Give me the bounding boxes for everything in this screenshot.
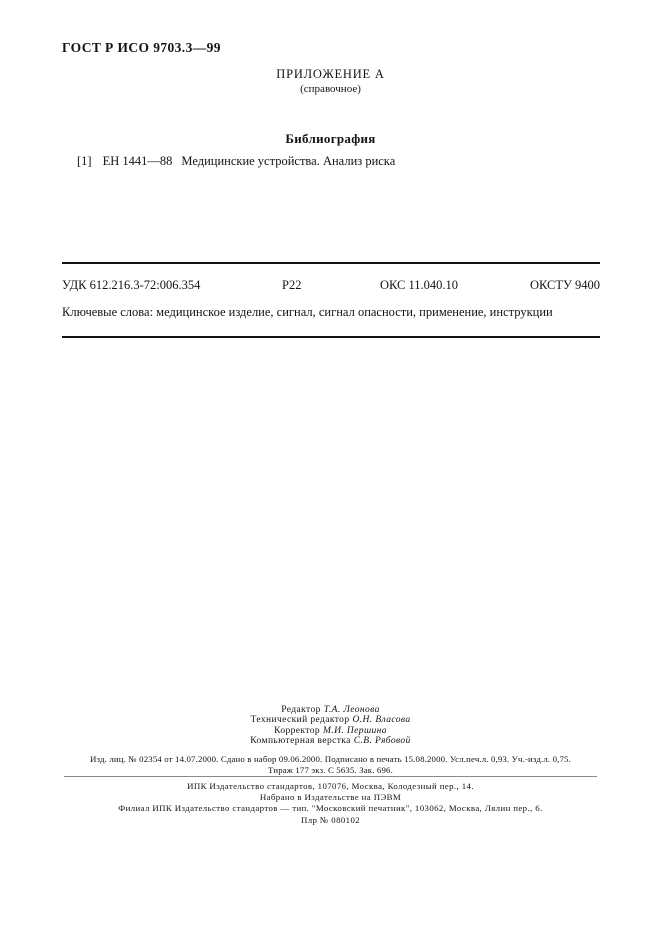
thin-horizontal-rule <box>64 776 597 777</box>
publisher-line-1: ИПК Издательство стандартов, 107076, Москва, Колодезный пер., 14. <box>187 781 474 791</box>
bibliography-entry-code: ЕН 1441—88 <box>102 154 173 168</box>
staff-name: С.В. Рябовой <box>353 736 411 747</box>
staff-line-layout <box>0 736 661 746</box>
imprint-line-1: Изд. лиц. № 02354 от 14.07.2000. Сдано в набор 09.06.2000. Подписано в печать 15.08.2000. Усл.печ.л. 0,93. Уч.-изд.л. 0,75. <box>90 754 571 764</box>
staff-line-editor <box>0 705 661 715</box>
staff-role: Компьютерная верстка <box>250 736 351 747</box>
publisher-block <box>0 781 661 826</box>
bibliography-entry-ref: [1] <box>77 154 92 168</box>
horizontal-rule-top <box>62 262 600 264</box>
r-code: Р22 <box>282 278 302 292</box>
keywords-line: Ключевые слова: медицинское изделие, сигнал, сигнал опасности, применение, инструкции <box>62 305 553 319</box>
bibliography-entry <box>77 154 395 169</box>
bibliography-entry-text: Медицинские устройства. Анализ риска <box>181 154 396 168</box>
appendix-subtitle: (справочное) <box>300 83 361 95</box>
classification-row <box>62 278 600 294</box>
staff-name: М.И. Першина <box>323 725 387 736</box>
bibliography-heading: Библиография <box>285 131 376 146</box>
horizontal-rule-bottom <box>62 336 600 338</box>
staff-line-tech-editor <box>0 715 661 725</box>
staff-name: Т.А. Леонова <box>323 705 380 715</box>
staff-role: Технический редактор <box>250 715 350 726</box>
publisher-line-2: Набрано в Издательстве на ПЭВМ <box>259 792 402 803</box>
oks-code: ОКС 11.040.10 <box>380 278 459 292</box>
staff-line-corrector <box>0 726 661 736</box>
publisher-line-3: Филиал ИПК Издательство стандартов — тип. "Московский печатник", 103062, Москва, Лялин пер., 6. <box>118 803 543 814</box>
appendix-title: ПРИЛОЖЕНИЕ А <box>276 67 385 81</box>
staff-name: О.Н. Власова <box>352 715 411 726</box>
imprint-line-2: Тираж 177 экз. С 5635. Зак. 696. <box>268 765 393 775</box>
staff-role: Корректор <box>274 725 321 736</box>
staff-role: Редактор <box>281 705 321 715</box>
imprint-block <box>0 754 661 776</box>
publisher-line-4: Плр № 080102 <box>300 814 361 825</box>
appendix-heading <box>0 67 661 95</box>
okstu-code: ОКСТУ 9400 <box>529 278 600 292</box>
udk-code: УДК 612.216.3-72:006.354 <box>62 278 201 292</box>
colophon-staff-block <box>0 705 661 747</box>
doc-number: ГОСТ Р ИСО 9703.3—99 <box>62 40 221 55</box>
